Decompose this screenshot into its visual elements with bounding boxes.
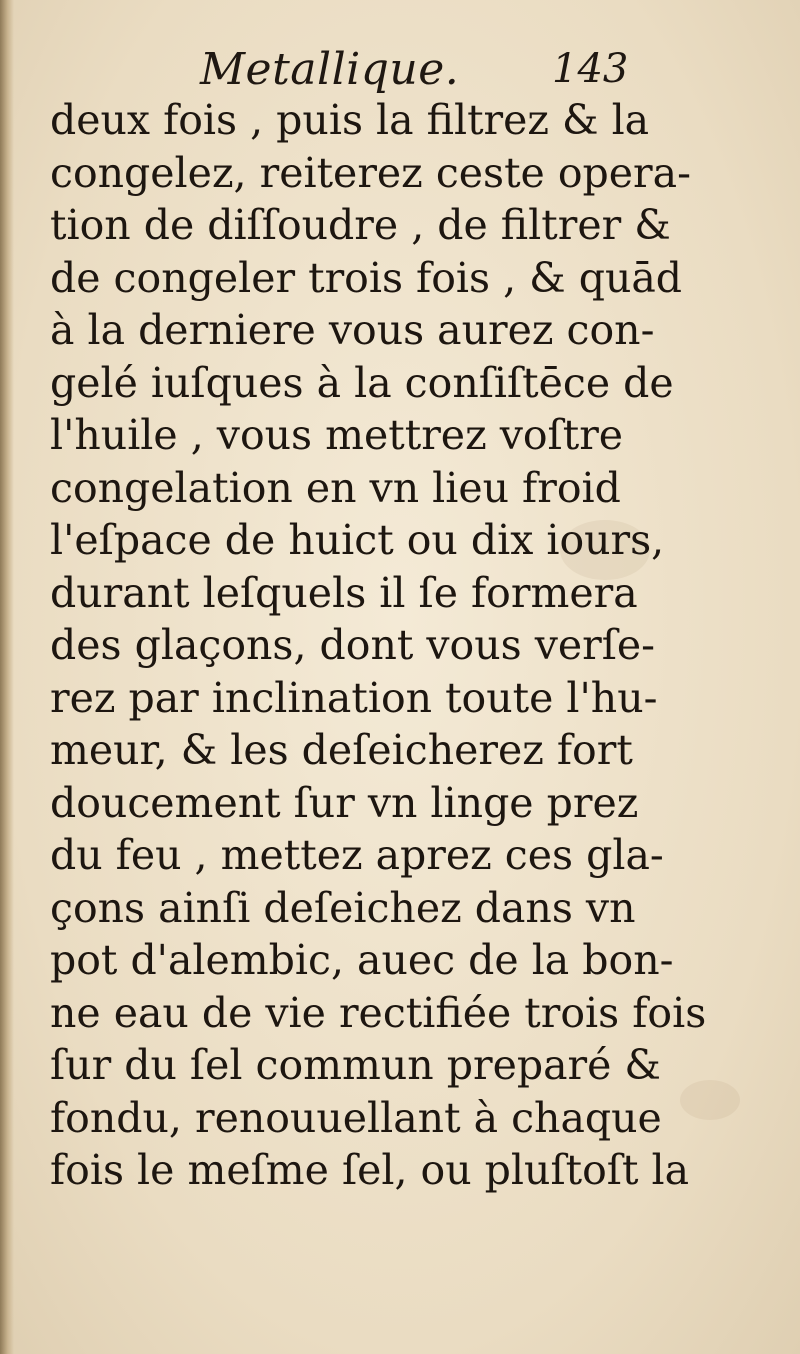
text-line: meur, & les deſeicherez fort: [50, 726, 633, 774]
page-number: 143: [552, 46, 629, 92]
text-line: congelation en vn lieu froid: [50, 463, 621, 512]
text-line: ſur du ſel commun preparé &: [50, 1041, 661, 1089]
text-line: çons ainſi deſeichez dans vn: [50, 883, 636, 932]
text-line: du feu , mettez aprez ces gla-: [50, 831, 664, 879]
text-line: fondu, renouuellant à chaque: [50, 1093, 662, 1142]
text-line: pot d'alembic, auec de la bon-: [50, 936, 674, 984]
body-text: [50, 94, 750, 1197]
text-line: gelé iuſques à la conſiſtēce de: [50, 358, 674, 407]
text-line: deux fois , puis la filtrez & la: [50, 96, 650, 144]
page-binding-edge: [0, 0, 14, 1354]
text-line: l'eſpace de huict ou dix iours,: [50, 516, 665, 564]
text-line: de congeler trois fois , & quād: [50, 253, 683, 302]
running-title: Metallique.: [200, 44, 460, 95]
text-line: congelez, reiterez ceste opera-: [50, 148, 691, 197]
text-line: à la derniere vous aurez con-: [50, 306, 655, 354]
text-line: ne eau de vie rectifiée trois fois: [50, 988, 707, 1037]
text-line: l'huile , vous mettrez voſtre: [50, 411, 624, 459]
text-line: rez par inclination toute l'hu-: [50, 673, 658, 722]
text-line: fois le meſme ſel, ou pluſtoſt la: [50, 1146, 690, 1194]
text-line: durant leſquels il ſe formera: [50, 568, 638, 617]
text-line: doucement ſur vn linge prez: [50, 778, 639, 827]
text-line: tion de diſſoudre , de filtrer &: [50, 201, 671, 249]
text-line: des glaçons, dont vous verſe-: [50, 621, 656, 669]
